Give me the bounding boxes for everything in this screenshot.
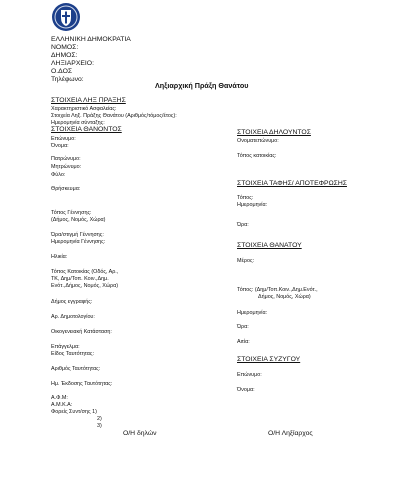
deceased-surname-label: Επώνυμο: <box>51 136 76 142</box>
declarant-section-heading: ΣΤΟΙΧΕΙΑ ΔΗΛΟΥΝΤΟΣ <box>237 129 311 136</box>
compilation-date-label: Ημερομηνία σύνταξης: <box>51 120 105 126</box>
death-place-label: Τόπος: (Δημ/Τοπ.Κοιν.,Δημ.Ενότ., <box>237 287 318 293</box>
residence-label: Τόπος Κατοικίας (Οδός, Αρ., <box>51 269 119 275</box>
act-details-label: Στοιχεία Ληξ. Πράξης Θανάτου (Αριθμός/τόμος/έτος): <box>51 113 177 119</box>
mother-name-label: Μητρώνυμο: <box>51 164 82 170</box>
document-title: Ληξιαρχική Πράξη Θανάτου <box>155 81 249 90</box>
spouse-name-label: Όνομα: <box>237 387 255 393</box>
spouse-surname-label: Επώνυμο: <box>237 372 262 378</box>
death-date-label: Ημερομηνία: <box>237 310 268 316</box>
street-label: Ο.ΔΟΣ <box>51 68 73 75</box>
residence-line3: Ενότ.,Δήμος, Νομός, Χώρα) <box>51 283 119 289</box>
security-feature-label: Χαρακτηριστικό Ασφαλείας: <box>51 106 117 112</box>
registry-office-label: ΛΗΞΙΑΡΧΕΙΟ: <box>51 60 94 67</box>
phone-label: Τηλέφωνο: <box>51 76 84 83</box>
act-section-heading: ΣΤΟΙΧΕΙΑ ΛΗΞ ΠΡΑΞΗΣ <box>51 97 126 104</box>
id-number-label: Αριθμός Ταυτότητας: <box>51 366 101 372</box>
declarant-residence-label: Τόπος κατοικίας: <box>237 153 277 159</box>
registry-place-label: Δήμος εγγραφής: <box>51 299 93 305</box>
registry-number-label: Αρ. Δημοτολογίου: <box>51 314 95 320</box>
deceased-name-label: Όνομα: <box>51 143 69 149</box>
birthplace-label: Τόπος Γέννησης: <box>51 210 92 216</box>
prefecture-label: ΝΟΜΟΣ: <box>51 44 79 51</box>
declarant-fullname-label: Ονοματεπώνυμο: <box>237 138 279 144</box>
greek-coat-of-arms-icon <box>51 2 81 32</box>
father-name-label: Πατρώνυμο: <box>51 156 81 162</box>
residence-line2: ΤΚ, Δημ/Τοπ. Κοιν.,Δημ. <box>51 276 109 282</box>
burial-date-label: Ημερομηνία: <box>237 202 268 208</box>
burial-section-heading: ΣΤΟΙΧΕΙΑ ΤΑΦΗΣ/ ΑΠΟΤΕΦΡΩΣΗΣ <box>237 180 347 187</box>
death-location-label: Μέρος: <box>237 258 255 264</box>
id-issue-date-label: Ημ. Έκδοσης Ταυτότητας: <box>51 381 113 387</box>
pension-bodies-label: Φορείς Συντ/σης 1) <box>51 409 97 415</box>
profession-label: Επάγγελμα: <box>51 344 80 350</box>
age-label: Ηλικία: <box>51 254 68 260</box>
pension-body-2: 2) <box>97 416 102 422</box>
spouse-section-heading: ΣΤΟΙΧΕΙΑ ΣΥΖΥΓΟΥ <box>237 356 301 363</box>
religion-label: Θρήσκευμα: <box>51 186 81 192</box>
declarant-signature-label: Ο/Η δηλών <box>123 430 157 437</box>
death-time-label: Ώρα: <box>237 324 249 330</box>
death-place-line2: Δήμος, Νομός, Χώρα) <box>258 294 311 300</box>
death-cause-label: Αιτία: <box>237 339 250 345</box>
marital-status-label: Οικογενειακή Κατάσταση: <box>51 329 112 335</box>
registrar-signature-label: Ο/Η Ληξίαρχος <box>268 430 313 437</box>
birth-date-label: Ημερομηνία Γέννησης: <box>51 239 106 245</box>
municipality-label: ΔΗΜΟΣ: <box>51 52 78 59</box>
pension-body-3: 3) <box>97 423 102 429</box>
burial-place-label: Τόπος: <box>237 195 254 201</box>
birth-time-label: Ώρα/στιγμή Γέννησης: <box>51 232 104 238</box>
deceased-section-heading: ΣΤΟΙΧΕΙΑ ΘΑΝΟΝΤΟΣ <box>51 126 122 133</box>
id-type-label: Είδος Ταυτότητας: <box>51 351 94 357</box>
amka-label: Α.Μ.Κ.Α: <box>51 402 73 408</box>
afm-label: Α.Φ.Μ: <box>51 395 68 401</box>
country-name: ΕΛΛΗΝΙΚΗ ΔΗΜΟΚΡΑΤΙΑ <box>51 36 131 43</box>
death-section-heading: ΣΤΟΙΧΕΙΑ ΘΑΝΑΤΟΥ <box>237 242 302 249</box>
burial-time-label: Ώρα: <box>237 222 249 228</box>
birthplace-detail-label: (Δήμος, Νομός, Χώρα) <box>51 217 106 223</box>
gender-label: Φύλο: <box>51 172 66 178</box>
